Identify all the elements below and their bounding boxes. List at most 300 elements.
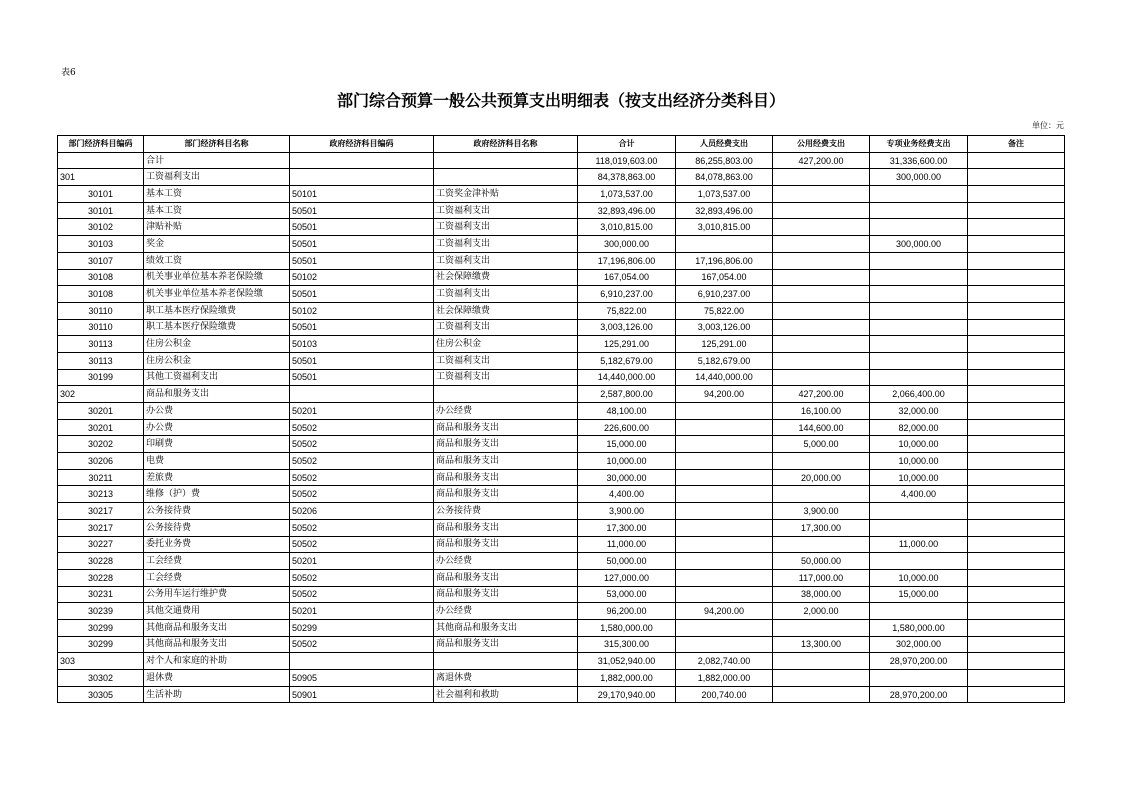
dept-code-cell: 302: [58, 386, 144, 403]
dept-name-cell: 绩效工资: [144, 252, 290, 269]
special-cell: [870, 553, 968, 570]
special-cell: 4,400.00: [870, 486, 968, 503]
dept-code-cell: 30113: [58, 336, 144, 353]
table-row: [58, 486, 1065, 503]
special-cell: 15,000.00: [870, 586, 968, 603]
table-row: [58, 419, 1065, 436]
public-cell: [773, 619, 870, 636]
table-row: [58, 636, 1065, 653]
total-cell: 14,440,000.00: [578, 369, 676, 386]
dept-code-cell: 30110: [58, 302, 144, 319]
public-cell: [773, 302, 870, 319]
total-cell: 6,910,237.00: [578, 286, 676, 303]
special-cell: 1,580,000.00: [870, 619, 968, 636]
gov-name-cell: 其他商品和服务支出: [434, 619, 578, 636]
dept-code-cell: 30239: [58, 603, 144, 620]
dept-name-cell: 退休费: [144, 670, 290, 687]
personnel-cell: [676, 469, 773, 486]
personnel-cell: 32,893,496.00: [676, 202, 773, 219]
header-gov-code: 政府经济科目编码: [290, 136, 434, 153]
table-row: [58, 569, 1065, 586]
dept-name-cell: 工会经费: [144, 569, 290, 586]
public-cell: [773, 269, 870, 286]
unit-label: 单位：元: [1032, 121, 1064, 130]
gov-code-cell: 50501: [290, 202, 434, 219]
total-cell: 118,019,603.00: [578, 152, 676, 169]
gov-name-cell: 工资福利支出: [434, 252, 578, 269]
table-row: [58, 653, 1065, 670]
dept-code-cell: 30102: [58, 219, 144, 236]
gov-name-cell: 商品和服务支出: [434, 586, 578, 603]
public-cell: [773, 236, 870, 253]
gov-name-cell: 工资福利支出: [434, 286, 578, 303]
dept-name-cell: 差旅费: [144, 469, 290, 486]
table-row: [58, 152, 1065, 169]
gov-code-cell: 50101: [290, 186, 434, 203]
gov-code-cell: 50501: [290, 369, 434, 386]
gov-code-cell: [290, 152, 434, 169]
dept-code-cell: 30101: [58, 202, 144, 219]
note-cell: [968, 152, 1065, 169]
table-row: [58, 619, 1065, 636]
total-cell: 17,300.00: [578, 519, 676, 536]
personnel-cell: 200,740.00: [676, 686, 773, 703]
table-row: [58, 436, 1065, 453]
dept-code-cell: 30107: [58, 252, 144, 269]
header-dept-name: 部门经济科目名称: [144, 136, 290, 153]
note-cell: [968, 352, 1065, 369]
gov-name-cell: 办公经费: [434, 403, 578, 420]
note-cell: [968, 219, 1065, 236]
special-cell: 300,000.00: [870, 169, 968, 186]
gov-name-cell: 办公经费: [434, 603, 578, 620]
special-cell: [870, 186, 968, 203]
gov-name-cell: 工资奖金津补贴: [434, 186, 578, 203]
dept-name-cell: 住房公积金: [144, 336, 290, 353]
note-cell: [968, 286, 1065, 303]
gov-code-cell: 50501: [290, 352, 434, 369]
special-cell: [870, 670, 968, 687]
table-row: [58, 319, 1065, 336]
dept-code-cell: 30231: [58, 586, 144, 603]
header-personnel: 人员经费支出: [676, 136, 773, 153]
gov-name-cell: 公务接待费: [434, 503, 578, 520]
dept-code-cell: 30299: [58, 619, 144, 636]
special-cell: 82,000.00: [870, 419, 968, 436]
dept-name-cell: 工资福利支出: [144, 169, 290, 186]
gov-code-cell: 50502: [290, 486, 434, 503]
personnel-cell: 1,882,000.00: [676, 670, 773, 687]
note-cell: [968, 403, 1065, 420]
public-cell: [773, 252, 870, 269]
personnel-cell: 86,255,803.00: [676, 152, 773, 169]
header-gov-name: 政府经济科目名称: [434, 136, 578, 153]
dept-code-cell: 30113: [58, 352, 144, 369]
special-cell: [870, 336, 968, 353]
dept-name-cell: 其他商品和服务支出: [144, 636, 290, 653]
personnel-cell: [676, 586, 773, 603]
personnel-cell: 2,082,740.00: [676, 653, 773, 670]
gov-name-cell: 社会福利和救助: [434, 686, 578, 703]
personnel-cell: 5,182,679.00: [676, 352, 773, 369]
note-cell: [968, 553, 1065, 570]
dept-code-cell: 30101: [58, 186, 144, 203]
public-cell: [773, 169, 870, 186]
gov-name-cell: 商品和服务支出: [434, 419, 578, 436]
gov-name-cell: 工资福利支出: [434, 219, 578, 236]
note-cell: [968, 169, 1065, 186]
note-cell: [968, 419, 1065, 436]
note-cell: [968, 469, 1065, 486]
table-header-row: [58, 136, 1065, 153]
total-cell: 96,200.00: [578, 603, 676, 620]
note-cell: [968, 319, 1065, 336]
note-cell: [968, 486, 1065, 503]
dept-code-cell: 30211: [58, 469, 144, 486]
total-cell: 32,893,496.00: [578, 202, 676, 219]
table-row: [58, 252, 1065, 269]
gov-code-cell: 50502: [290, 419, 434, 436]
personnel-cell: 6,910,237.00: [676, 286, 773, 303]
special-cell: [870, 503, 968, 520]
gov-code-cell: 50102: [290, 302, 434, 319]
public-cell: 16,100.00: [773, 403, 870, 420]
note-cell: [968, 336, 1065, 353]
table-row: [58, 519, 1065, 536]
dept-code-cell: 30108: [58, 286, 144, 303]
public-cell: 3,900.00: [773, 503, 870, 520]
dept-code-cell: 303: [58, 653, 144, 670]
public-cell: 13,300.00: [773, 636, 870, 653]
dept-code-cell: 30227: [58, 536, 144, 553]
header-special: 专项业务经费支出: [870, 136, 968, 153]
gov-code-cell: 50201: [290, 403, 434, 420]
total-cell: 84,378,863.00: [578, 169, 676, 186]
table-row: [58, 686, 1065, 703]
personnel-cell: 1,073,537.00: [676, 186, 773, 203]
table-row: [58, 586, 1065, 603]
personnel-cell: [676, 453, 773, 470]
total-cell: 1,073,537.00: [578, 186, 676, 203]
personnel-cell: 3,010,815.00: [676, 219, 773, 236]
note-cell: [968, 269, 1065, 286]
gov-name-cell: 商品和服务支出: [434, 486, 578, 503]
public-cell: [773, 453, 870, 470]
table-row: [58, 403, 1065, 420]
gov-code-cell: 50502: [290, 469, 434, 486]
table-row: [58, 453, 1065, 470]
table-row: [58, 553, 1065, 570]
gov-code-cell: [290, 653, 434, 670]
gov-code-cell: 50206: [290, 503, 434, 520]
note-cell: [968, 252, 1065, 269]
note-cell: [968, 586, 1065, 603]
gov-code-cell: 50502: [290, 453, 434, 470]
header-public: 公用经费支出: [773, 136, 870, 153]
gov-name-cell: 社会保障缴费: [434, 269, 578, 286]
total-cell: 226,600.00: [578, 419, 676, 436]
personnel-cell: 84,078,863.00: [676, 169, 773, 186]
dept-name-cell: 维修（护）费: [144, 486, 290, 503]
dept-name-cell: 其他工资福利支出: [144, 369, 290, 386]
gov-code-cell: 50501: [290, 319, 434, 336]
gov-name-cell: 工资福利支出: [434, 369, 578, 386]
gov-code-cell: 50502: [290, 536, 434, 553]
public-cell: [773, 352, 870, 369]
special-cell: 10,000.00: [870, 469, 968, 486]
gov-code-cell: 50502: [290, 586, 434, 603]
public-cell: [773, 186, 870, 203]
dept-code-cell: [58, 152, 144, 169]
public-cell: 427,200.00: [773, 386, 870, 403]
gov-name-cell: 社会保障缴费: [434, 302, 578, 319]
special-cell: [870, 202, 968, 219]
total-cell: 53,000.00: [578, 586, 676, 603]
personnel-cell: 167,054.00: [676, 269, 773, 286]
dept-name-cell: 委托业务费: [144, 536, 290, 553]
gov-name-cell: 工资福利支出: [434, 352, 578, 369]
note-cell: [968, 386, 1065, 403]
public-cell: [773, 336, 870, 353]
personnel-cell: [676, 519, 773, 536]
gov-code-cell: 50501: [290, 219, 434, 236]
special-cell: [870, 603, 968, 620]
dept-name-cell: 职工基本医疗保险缴费: [144, 302, 290, 319]
total-cell: 315,300.00: [578, 636, 676, 653]
dept-code-cell: 30299: [58, 636, 144, 653]
dept-code-cell: 30217: [58, 519, 144, 536]
table-row: [58, 503, 1065, 520]
note-cell: [968, 236, 1065, 253]
dept-code-cell: 30201: [58, 419, 144, 436]
dept-name-cell: 奖金: [144, 236, 290, 253]
total-cell: 4,400.00: [578, 486, 676, 503]
special-cell: [870, 269, 968, 286]
total-cell: 127,000.00: [578, 569, 676, 586]
special-cell: [870, 369, 968, 386]
dept-name-cell: 住房公积金: [144, 352, 290, 369]
special-cell: 28,970,200.00: [870, 686, 968, 703]
gov-code-cell: 50501: [290, 252, 434, 269]
special-cell: 10,000.00: [870, 569, 968, 586]
gov-name-cell: [434, 386, 578, 403]
total-cell: 48,100.00: [578, 403, 676, 420]
dept-name-cell: 公务接待费: [144, 503, 290, 520]
note-cell: [968, 186, 1065, 203]
public-cell: [773, 369, 870, 386]
dept-name-cell: 对个人和家庭的补助: [144, 653, 290, 670]
dept-name-cell: 基本工资: [144, 202, 290, 219]
special-cell: 10,000.00: [870, 436, 968, 453]
expenditure-detail-table: [57, 135, 1065, 703]
public-cell: [773, 486, 870, 503]
table-row: [58, 369, 1065, 386]
public-cell: [773, 686, 870, 703]
personnel-cell: 125,291.00: [676, 336, 773, 353]
dept-code-cell: 30217: [58, 503, 144, 520]
gov-name-cell: 商品和服务支出: [434, 536, 578, 553]
gov-code-cell: 50201: [290, 553, 434, 570]
dept-name-cell: 生活补助: [144, 686, 290, 703]
note-cell: [968, 670, 1065, 687]
dept-name-cell: 工会经费: [144, 553, 290, 570]
total-cell: 300,000.00: [578, 236, 676, 253]
gov-name-cell: 工资福利支出: [434, 236, 578, 253]
table-row: [58, 469, 1065, 486]
table-row: [58, 670, 1065, 687]
dept-name-cell: 商品和服务支出: [144, 386, 290, 403]
gov-name-cell: [434, 169, 578, 186]
dept-name-cell: 津贴补贴: [144, 219, 290, 236]
public-cell: 2,000.00: [773, 603, 870, 620]
gov-code-cell: 50502: [290, 569, 434, 586]
special-cell: [870, 519, 968, 536]
public-cell: 5,000.00: [773, 436, 870, 453]
public-cell: 17,300.00: [773, 519, 870, 536]
gov-name-cell: 商品和服务支出: [434, 569, 578, 586]
special-cell: 10,000.00: [870, 453, 968, 470]
note-cell: [968, 436, 1065, 453]
note-cell: [968, 453, 1065, 470]
dept-name-cell: 机关事业单位基本养老保险缴: [144, 269, 290, 286]
total-cell: 167,054.00: [578, 269, 676, 286]
note-cell: [968, 569, 1065, 586]
gov-name-cell: [434, 152, 578, 169]
table-row: [58, 603, 1065, 620]
dept-code-cell: 30103: [58, 236, 144, 253]
note-cell: [968, 653, 1065, 670]
table-row: [58, 202, 1065, 219]
personnel-cell: [676, 619, 773, 636]
table-row: [58, 269, 1065, 286]
total-cell: 125,291.00: [578, 336, 676, 353]
table-row: [58, 286, 1065, 303]
personnel-cell: 14,440,000.00: [676, 369, 773, 386]
gov-code-cell: 50501: [290, 286, 434, 303]
table-number-label: 表6: [61, 68, 76, 78]
dept-code-cell: 301: [58, 169, 144, 186]
gov-name-cell: 商品和服务支出: [434, 636, 578, 653]
total-cell: 3,010,815.00: [578, 219, 676, 236]
personnel-cell: 3,003,126.00: [676, 319, 773, 336]
dept-code-cell: 30206: [58, 453, 144, 470]
gov-code-cell: [290, 169, 434, 186]
public-cell: [773, 670, 870, 687]
gov-code-cell: 50299: [290, 619, 434, 636]
personnel-cell: [676, 486, 773, 503]
dept-name-cell: 合计: [144, 152, 290, 169]
special-cell: [870, 302, 968, 319]
personnel-cell: [676, 636, 773, 653]
personnel-cell: [676, 536, 773, 553]
dept-name-cell: 电费: [144, 453, 290, 470]
note-cell: [968, 636, 1065, 653]
public-cell: [773, 219, 870, 236]
total-cell: 30,000.00: [578, 469, 676, 486]
note-cell: [968, 302, 1065, 319]
note-cell: [968, 202, 1065, 219]
gov-name-cell: 住房公积金: [434, 336, 578, 353]
special-cell: 32,000.00: [870, 403, 968, 420]
total-cell: 50,000.00: [578, 553, 676, 570]
dept-name-cell: 其他商品和服务支出: [144, 619, 290, 636]
total-cell: 15,000.00: [578, 436, 676, 453]
personnel-cell: [676, 436, 773, 453]
table-row: [58, 352, 1065, 369]
special-cell: [870, 286, 968, 303]
page-title: 部门综合预算一般公共预算支出明细表（按支出经济分类科目）: [336, 91, 785, 110]
public-cell: [773, 319, 870, 336]
table-row: [58, 219, 1065, 236]
dept-code-cell: 30110: [58, 319, 144, 336]
dept-code-cell: 30199: [58, 369, 144, 386]
gov-name-cell: 办公经费: [434, 553, 578, 570]
special-cell: 302,000.00: [870, 636, 968, 653]
special-cell: 31,336,600.00: [870, 152, 968, 169]
table-row: [58, 336, 1065, 353]
gov-code-cell: 50102: [290, 269, 434, 286]
total-cell: 10,000.00: [578, 453, 676, 470]
table-row: [58, 169, 1065, 186]
header-total: 合计: [578, 136, 676, 153]
header-dept-code: 部门经济科目编码: [58, 136, 144, 153]
note-cell: [968, 369, 1065, 386]
dept-code-cell: 30202: [58, 436, 144, 453]
public-cell: [773, 536, 870, 553]
total-cell: 75,822.00: [578, 302, 676, 319]
gov-name-cell: 商品和服务支出: [434, 519, 578, 536]
personnel-cell: [676, 403, 773, 420]
total-cell: 1,580,000.00: [578, 619, 676, 636]
note-cell: [968, 603, 1065, 620]
special-cell: [870, 352, 968, 369]
gov-code-cell: 50201: [290, 603, 434, 620]
total-cell: 3,900.00: [578, 503, 676, 520]
total-cell: 2,587,800.00: [578, 386, 676, 403]
table-row: [58, 302, 1065, 319]
dept-name-cell: 其他交通费用: [144, 603, 290, 620]
dept-code-cell: 30108: [58, 269, 144, 286]
public-cell: 20,000.00: [773, 469, 870, 486]
public-cell: 50,000.00: [773, 553, 870, 570]
gov-code-cell: 50502: [290, 636, 434, 653]
total-cell: 31,052,940.00: [578, 653, 676, 670]
note-cell: [968, 686, 1065, 703]
dept-code-cell: 30213: [58, 486, 144, 503]
table-row: [58, 536, 1065, 553]
personnel-cell: 75,822.00: [676, 302, 773, 319]
gov-code-cell: [290, 386, 434, 403]
public-cell: [773, 202, 870, 219]
dept-name-cell: 公务接待费: [144, 519, 290, 536]
special-cell: 2,066,400.00: [870, 386, 968, 403]
note-cell: [968, 503, 1065, 520]
public-cell: 427,200.00: [773, 152, 870, 169]
personnel-cell: 94,200.00: [676, 386, 773, 403]
special-cell: 28,970,200.00: [870, 653, 968, 670]
dept-code-cell: 30201: [58, 403, 144, 420]
public-cell: 38,000.00: [773, 586, 870, 603]
personnel-cell: [676, 553, 773, 570]
gov-code-cell: 50103: [290, 336, 434, 353]
gov-code-cell: 50502: [290, 519, 434, 536]
total-cell: 29,170,940.00: [578, 686, 676, 703]
dept-name-cell: 机关事业单位基本养老保险缴: [144, 286, 290, 303]
gov-code-cell: 50502: [290, 436, 434, 453]
gov-code-cell: 50901: [290, 686, 434, 703]
personnel-cell: [676, 236, 773, 253]
gov-name-cell: 商品和服务支出: [434, 436, 578, 453]
